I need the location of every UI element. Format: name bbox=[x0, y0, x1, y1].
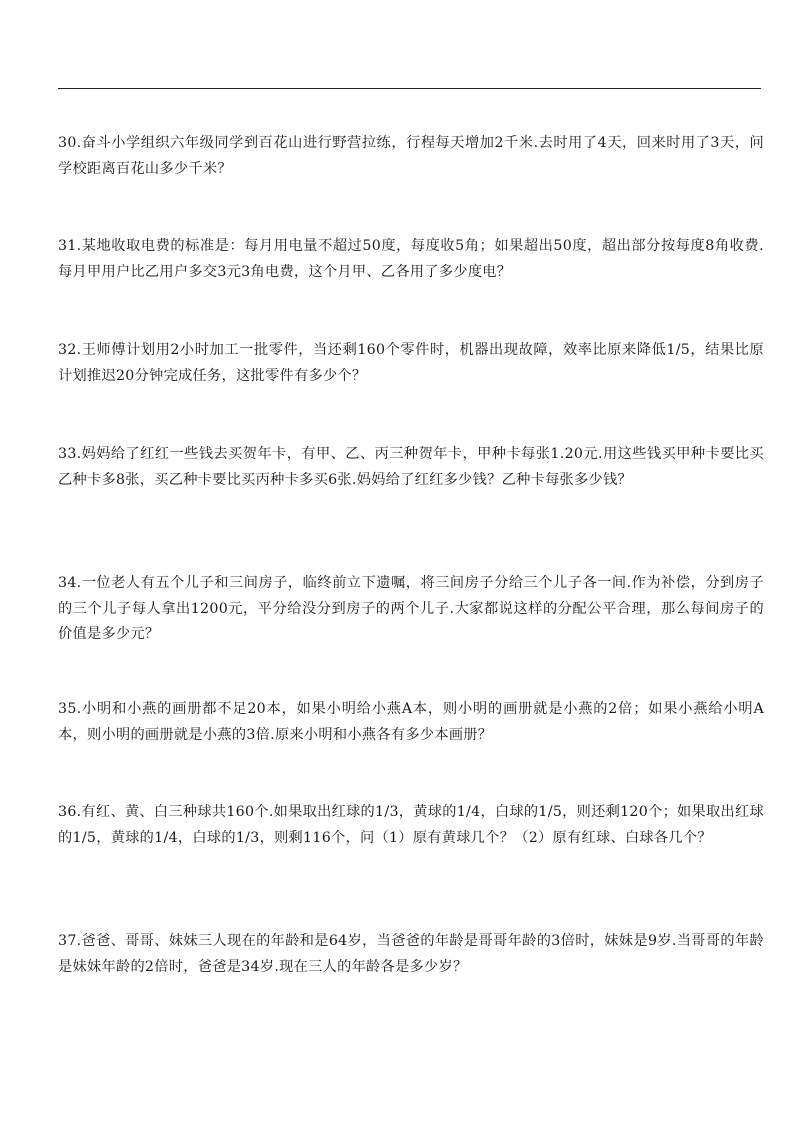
problem-34: 34.一位老人有五个儿子和三间房子，临终前立下遗嘱，将三间房子分给三个儿子各一间.作为补偿，分到房子的三个儿子每人拿出1200元，平分给没分到房子的两个儿子.大家都说这样的分配公平合理，那么每间房子的价值是多少元？ bbox=[58, 575, 764, 642]
problem-32: 32.王师傅计划用2小时加工一批零件，当还剩160个零件时，机器出现故障，效率比原来降低1/5，结果比原计划推迟20分钟完成任务，这批零件有多少个？ bbox=[58, 342, 764, 384]
problem-36: 36.有红、黄、白三种球共160个.如果取出红球的1/3，黄球的1/4，白球的1/5，则还剩120个；如果取出红球的1/5，黄球的1/4，白球的1/3，则剩116个，问（1）原有黄球几个？（2）原有红球、白球各几个？ bbox=[58, 804, 764, 846]
problem-37: 37.爸爸、哥哥、妹妹三人现在的年龄和是64岁，当爸爸的年龄是哥哥年龄的3倍时，妹妹是9岁.当哥哥的年龄是妹妹年龄的2倍时，爸爸是34岁.现在三人的年龄各是多少岁？ bbox=[58, 933, 764, 975]
problem-30: 30.奋斗小学组织六年级同学到百花山进行野营拉练，行程每天增加2千米.去时用了4天，回来时用了3天，问学校距离百花山多少千米？ bbox=[58, 135, 764, 177]
problem-33: 33.妈妈给了红红一些钱去买贺年卡，有甲、乙、丙三种贺年卡，甲种卡每张1.20元.用这些钱买甲种卡要比买乙种卡多8张，买乙种卡要比买丙种卡多买6张.妈妈给了红红多少钱？乙种卡每张多少钱？ bbox=[58, 446, 764, 488]
header-divider bbox=[58, 88, 761, 89]
problem-31: 31.某地收取电费的标准是：每月用电量不超过50度，每度收5角；如果超出50度，超出部分按每度8角收费.每月甲用户比乙用户多交3元3角电费，这个月甲、乙各用了多少度电？ bbox=[58, 238, 764, 280]
problem-35: 35.小明和小燕的画册都不足20本，如果小明给小燕A本，则小明的画册就是小燕的2倍；如果小燕给小明A本，则小明的画册就是小燕的3倍.原来小明和小燕各有多少本画册？ bbox=[58, 701, 764, 743]
